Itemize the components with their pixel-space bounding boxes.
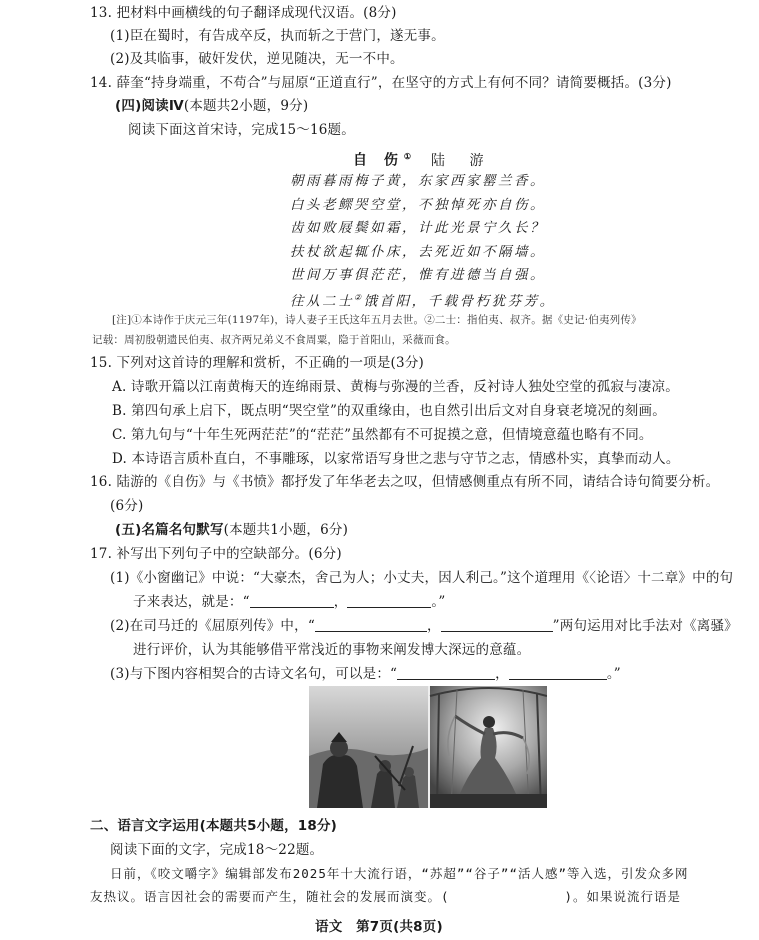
q17-item-2-comma: ，	[426, 618, 441, 634]
q15-option-c: C. 第九句与“十年生死两茫茫”的“茫茫”虽然都有不可捉摸之意，但情境意蕴也略有不同。	[112, 427, 653, 443]
q17-item-1-comma: ，	[333, 594, 348, 610]
passage-p2-text: 友热议。语言因社会的需要而产生，随社会的发展而演变。(	[90, 889, 450, 904]
q15-option-a: A. 诗歌开篇以江南黄梅天的连绵雨景、黄梅与弥漫的兰香，反衬诗人独处空堂的孤寂与凄凉。	[112, 379, 679, 395]
q17-stem: 17. 补写出下列句子中的空缺部分。(6分)	[90, 546, 342, 562]
poem-title: 自 伤	[353, 152, 404, 169]
illustration-svg	[309, 686, 547, 808]
poem-line-4: 扶杖欲起辄仆床，去死近如不隔墙。	[290, 244, 546, 260]
section5-meta: (本题共1小题，6分)	[223, 522, 349, 538]
q16-score: (6分)	[110, 498, 144, 514]
q17-item-1-line-2	[133, 593, 445, 611]
q17-item-2-end: ”两句运用对比手法对《离骚》	[552, 618, 738, 634]
answer-blank-4[interactable]	[441, 618, 553, 632]
q13-sentence-2: (2)及其临事，破奸发伏，逆见随决，无一不中。	[110, 51, 404, 67]
q17-item-3-comma: ，	[495, 666, 509, 682]
q17-item-1-line-1: (1)《小窗幽记》中说：“大豪杰，舍己为人；小丈夫，因人利己。”这个道理用《〈论语〉十二章》中的句	[110, 570, 734, 586]
q16-stem: 16. 陆游的《自伤》与《书愤》都抒发了年华老去之叹，但情感侧重点有所不同，请结合诗句简要分析。	[90, 474, 720, 490]
poem-line-6	[290, 289, 556, 311]
poem-line-6-a: 往从二士	[290, 293, 354, 310]
poem-note-2: 记载：周初殷朝遗民伯夷、叔齐两兄弟义不食周粟，隐于首阳山，采薇而食。	[92, 334, 456, 346]
q13-sentence-1: (1)臣在蜀时，有告成卒反，执而斩之于营门，遂无事。	[110, 28, 445, 44]
q17-item-3-end: 。”	[606, 666, 621, 682]
tent-floor	[430, 794, 547, 808]
section4-meta: (本题共2小题，9分)	[183, 98, 309, 114]
q17-item-3-prefix: (3)与下图内容相契合的古诗文名句，可以是：“	[110, 666, 398, 682]
section2-heading: 二、语言文字运用	[90, 818, 200, 834]
answer-blank-2[interactable]	[347, 594, 431, 608]
section5-header	[115, 521, 348, 539]
poem-line-5: 世间万事俱茫茫，惟有进德当自强。	[290, 267, 546, 283]
poem-title-note: ①	[403, 151, 418, 161]
section5-heading: (五)名篇名句默写	[115, 522, 224, 538]
section4-header	[115, 97, 308, 115]
q13-stem: 13. 把材料中画横线的句子翻译成现代汉语。(8分)	[90, 5, 397, 21]
poem-line-6-note: ②	[354, 293, 364, 302]
poem-note-1: [注]①本诗作于庆元三年(1197年)，诗人妻子王氏这年五月去世。②二士：指伯夷、叔齐。据《史记·伯夷列传》	[112, 314, 642, 326]
poem-line-2: 白头老鳏哭空堂，不独悼死亦自伤。	[290, 197, 546, 213]
page-footer: 语文 第7页(共8页)	[315, 919, 443, 935]
q17-item-1-prefix: 子来表达，就是：“	[133, 594, 250, 610]
poem-title-line	[353, 147, 494, 170]
panel-divider	[428, 686, 430, 808]
passage-p2-end: )。如果说流行语是	[564, 889, 682, 904]
q17-item-1-end: 。”	[431, 594, 446, 610]
section4-heading: (四)阅读Ⅳ	[115, 98, 184, 114]
answer-blank-6[interactable]	[509, 666, 607, 680]
q17-item-2-line-2: 进行评价，认为其能够借平常浅近的事物来阐发博大深远的意蕴。	[133, 642, 531, 658]
poem-line-1: 朝雨暮雨梅子黄，东家西家罂兰香。	[290, 173, 546, 189]
poem-line-6-b: 饿首阳，千载骨朽犹芬芳。	[363, 293, 556, 310]
section2-header	[90, 817, 337, 835]
q17-item-3	[110, 665, 621, 683]
answer-blank-5[interactable]	[397, 666, 495, 680]
passage-paragraph-1: 日前，《咬文嚼字》编辑部发布2025年十大流行语，“苏超”“谷子”“活人感”等入选，引发众多网	[110, 866, 689, 881]
section2-meta: (本题共5小题，18分)	[199, 818, 338, 834]
answer-blank-3[interactable]	[315, 618, 427, 632]
answer-blank-1[interactable]	[250, 594, 334, 608]
section4-intro: 阅读下面这首宋诗，完成15～16题。	[128, 122, 355, 138]
poem-author: 陆 游	[431, 152, 494, 169]
q15-option-d: D. 本诗语言质朴直白，不事雕琢，以家常语写身世之悲与守节之志，情感朴实，真挚而动人。	[112, 451, 680, 467]
q15-stem: 15. 下列对这首诗的理解和赏析，不正确的一项是(3分)	[90, 355, 424, 371]
q17-item-2-line-1	[110, 617, 738, 635]
section2-intro: 阅读下面的文字，完成18～22题。	[110, 842, 324, 858]
q17-item-2-prefix: (2)在司马迁的《屈原列传》中，“	[110, 618, 315, 634]
q14-stem: 14. 薛奎“持身端重，不苟合”与屈原“正道直行”，在坚守的方式上有何不同？请简要概括。(3分)	[90, 75, 672, 91]
q15-option-b: B. 第四句承上启下，既点明“哭空堂”的双重缘由，也自然引出后文对自身衰老境况的刻画。	[112, 403, 666, 419]
poem-line-3: 齿如败屐鬓如霜，计此光景宁久长？	[290, 220, 546, 236]
battle-and-dancer-illustration	[309, 686, 547, 808]
passage-paragraph-2	[90, 888, 681, 906]
